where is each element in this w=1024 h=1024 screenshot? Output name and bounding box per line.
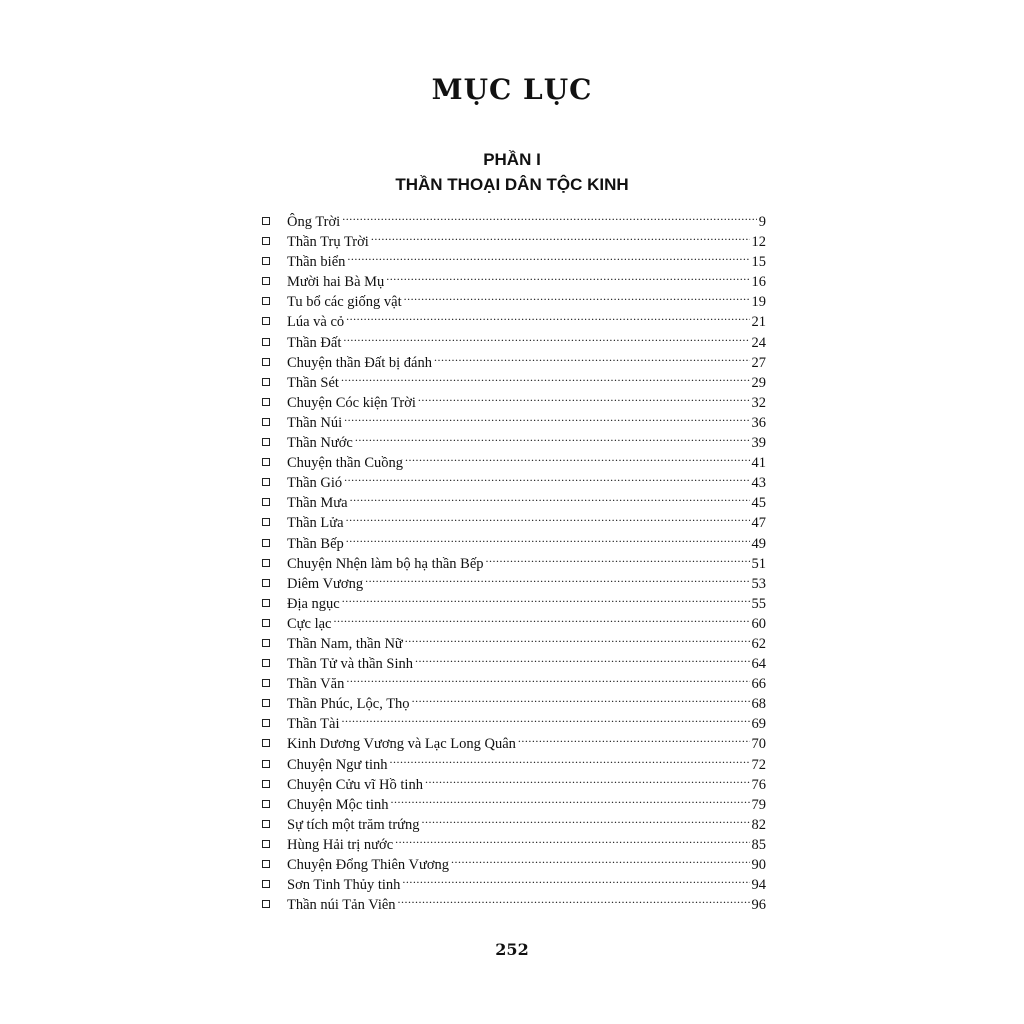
square-bullet-icon	[262, 900, 270, 908]
toc-entry-title: Sự tích một trăm trứng	[287, 816, 420, 833]
dot-leader	[341, 708, 749, 728]
toc-entry-page: 21	[751, 314, 766, 331]
toc-entry-page: 76	[751, 776, 766, 793]
square-bullet-icon	[262, 699, 270, 707]
square-bullet-icon	[262, 338, 270, 346]
toc-entry-page: 94	[751, 877, 766, 894]
toc-entry-title: Thần Tử và thần Sinh	[287, 656, 413, 673]
square-bullet-icon	[262, 880, 270, 888]
toc-entry-title: Ông Trời	[287, 214, 341, 230]
toc-entry[interactable]	[258, 608, 766, 632]
toc-entry-title: Thần biển	[287, 254, 346, 271]
toc-entry-title: Chuyện thần Cuồng	[287, 455, 403, 472]
part-subtitle: THẦN THOẠI DÂN TỘC KINH	[395, 175, 629, 194]
part-label: PHẦN I	[483, 150, 541, 169]
toc-entry-page: 49	[751, 535, 766, 552]
toc-entry-page: 47	[751, 515, 766, 532]
toc-entry-title: Chuyện thần Đất bị đánh	[287, 354, 432, 371]
dot-leader	[425, 769, 750, 789]
toc-entry-title: Chuyện Nhện làm bộ hạ thần Bếp	[287, 555, 484, 572]
square-bullet-icon	[262, 398, 270, 406]
toc-entry-title: Chuyện Cóc kiện Trời	[287, 394, 416, 411]
toc-entry-page: 55	[751, 595, 766, 612]
dot-leader	[346, 306, 749, 326]
dot-leader	[398, 889, 750, 909]
square-bullet-icon	[262, 257, 270, 265]
toc-entry-title: Thần Đất	[287, 334, 342, 351]
toc-entry-title: Thần Núi	[287, 414, 343, 431]
toc-entry-title: Thần Mưa	[287, 495, 348, 512]
toc-entry-page: 79	[751, 796, 766, 813]
square-bullet-icon	[262, 518, 270, 526]
dot-leader	[451, 849, 750, 869]
dot-leader	[404, 286, 750, 306]
toc-entry-page: 51	[751, 555, 766, 572]
toc-entry-title: Cực lạc	[287, 615, 332, 632]
dot-leader	[342, 206, 757, 226]
toc-entry-page: 82	[751, 816, 766, 833]
square-bullet-icon	[262, 277, 270, 285]
toc-entry-title: Chuyện Đổng Thiên Vương	[287, 857, 449, 873]
toc-entry-title: Thần Trụ Trời	[287, 234, 369, 251]
toc-entry-title: Diêm Vương	[287, 575, 364, 592]
dot-leader	[486, 548, 750, 568]
square-bullet-icon	[262, 539, 270, 547]
toc-entry-title: Địa ngục	[287, 595, 340, 612]
dot-leader	[346, 668, 749, 688]
dot-leader	[418, 387, 750, 407]
square-bullet-icon	[262, 297, 270, 305]
square-bullet-icon	[262, 378, 270, 386]
toc-entry-page: 27	[751, 354, 766, 371]
square-bullet-icon	[262, 800, 270, 808]
toc-entry-title: Hùng Hải trị nước	[287, 836, 394, 853]
dot-leader	[344, 407, 749, 427]
toc-entry-page: 60	[751, 615, 766, 632]
toc-entry-title: Thần Phúc, Lộc, Thọ	[287, 696, 410, 713]
toc-entry-page: 43	[751, 475, 766, 492]
toc-entry[interactable]	[258, 628, 766, 652]
square-bullet-icon	[262, 599, 270, 607]
square-bullet-icon	[262, 498, 270, 506]
dot-leader	[402, 869, 749, 889]
dot-leader	[346, 507, 750, 527]
dot-leader	[347, 246, 749, 266]
toc-entry-page: 70	[751, 736, 766, 753]
dot-leader	[390, 749, 750, 769]
dot-leader	[518, 728, 750, 748]
square-bullet-icon	[262, 820, 270, 828]
toc-entry-page: 45	[751, 495, 766, 512]
table-of-contents	[258, 206, 766, 914]
toc-entry-title: Thần núi Tản Viên	[287, 897, 396, 914]
toc-entry-title: Thần Sét	[287, 374, 339, 391]
toc-entry-page: 72	[751, 756, 766, 773]
dot-leader	[346, 528, 750, 548]
square-bullet-icon	[262, 639, 270, 647]
dot-leader	[341, 367, 750, 387]
dot-leader	[395, 829, 749, 849]
square-bullet-icon	[262, 438, 270, 446]
toc-entry-page: 12	[751, 234, 766, 251]
toc-entry-page: 36	[751, 414, 766, 431]
dot-leader	[334, 608, 750, 628]
square-bullet-icon	[262, 739, 270, 747]
toc-entry-page: 39	[751, 435, 766, 452]
dot-leader	[342, 588, 750, 608]
dot-leader	[386, 266, 749, 286]
toc-entry-title: Thần Tài	[287, 716, 340, 733]
dot-leader	[391, 789, 750, 809]
dot-leader	[434, 347, 750, 367]
toc-entry-page: 68	[751, 696, 766, 713]
toc-entry-page: 9	[758, 214, 766, 230]
toc-entry-page: 62	[751, 635, 766, 652]
toc-entry-page: 85	[751, 836, 766, 853]
dot-leader	[343, 327, 749, 347]
dot-leader	[415, 648, 750, 668]
toc-entry-page: 69	[751, 716, 766, 733]
toc-entry-title: Tu bổ các giống vật	[287, 294, 402, 311]
toc-entry-page: 96	[751, 897, 766, 914]
toc-entry-page: 53	[751, 575, 766, 592]
dot-leader	[355, 427, 750, 447]
square-bullet-icon	[262, 679, 270, 687]
page-number: 252	[495, 940, 529, 959]
dot-leader	[422, 809, 750, 829]
toc-entry-page: 90	[751, 857, 766, 873]
dot-leader	[350, 487, 750, 507]
dot-leader	[405, 628, 750, 648]
toc-entry-page: 16	[751, 274, 766, 291]
toc-entry-page: 32	[751, 394, 766, 411]
toc-entry-page: 19	[751, 294, 766, 311]
toc-entry-title: Mười hai Bà Mụ	[287, 274, 385, 291]
toc-entry-title: Sơn Tinh Thủy tinh	[287, 877, 401, 894]
square-bullet-icon	[262, 619, 270, 627]
toc-entry-title: Thần Lửa	[287, 515, 344, 532]
square-bullet-icon	[262, 217, 270, 225]
toc-entry[interactable]	[258, 206, 766, 230]
square-bullet-icon	[262, 579, 270, 587]
dot-leader	[365, 568, 749, 588]
toc-entry-page: 15	[751, 254, 766, 271]
square-bullet-icon	[262, 478, 270, 486]
square-bullet-icon	[262, 418, 270, 426]
toc-entry-title: Kinh Dương Vương và Lạc Long Quân	[287, 736, 516, 753]
square-bullet-icon	[262, 237, 270, 245]
square-bullet-icon	[262, 458, 270, 466]
square-bullet-icon	[262, 317, 270, 325]
toc-entry-title: Thần Bếp	[287, 535, 344, 552]
toc-entry-title: Thần Nam, thần Nữ	[287, 635, 403, 652]
toc-entry-page: 24	[751, 334, 766, 351]
toc-entry-title: Chuyện Mộc tinh	[287, 796, 389, 813]
page-title: MỤC LỤC	[431, 73, 593, 106]
toc-entry-title: Chuyện Ngư tinh	[287, 756, 388, 773]
toc-entry-title: Thần Gió	[287, 475, 343, 492]
toc-entry-page: 41	[751, 455, 766, 472]
toc-entry-title: Thần Văn	[287, 676, 345, 693]
square-bullet-icon	[262, 860, 270, 868]
toc-entry-title: Thần Nước	[287, 435, 353, 452]
square-bullet-icon	[262, 760, 270, 768]
toc-entry-page: 29	[751, 374, 766, 391]
toc-entry-page: 66	[751, 676, 766, 693]
square-bullet-icon	[262, 840, 270, 848]
toc-entry-page: 64	[751, 656, 766, 673]
dot-leader	[344, 467, 749, 487]
square-bullet-icon	[262, 559, 270, 567]
toc-entry-title: Lúa và cỏ	[287, 314, 345, 331]
square-bullet-icon	[262, 780, 270, 788]
dot-leader	[412, 688, 750, 708]
square-bullet-icon	[262, 659, 270, 667]
dot-leader	[371, 226, 750, 246]
square-bullet-icon	[262, 719, 270, 727]
square-bullet-icon	[262, 358, 270, 366]
dot-leader	[405, 447, 750, 467]
toc-entry-title: Chuyện Cửu vĩ Hồ tinh	[287, 776, 423, 793]
